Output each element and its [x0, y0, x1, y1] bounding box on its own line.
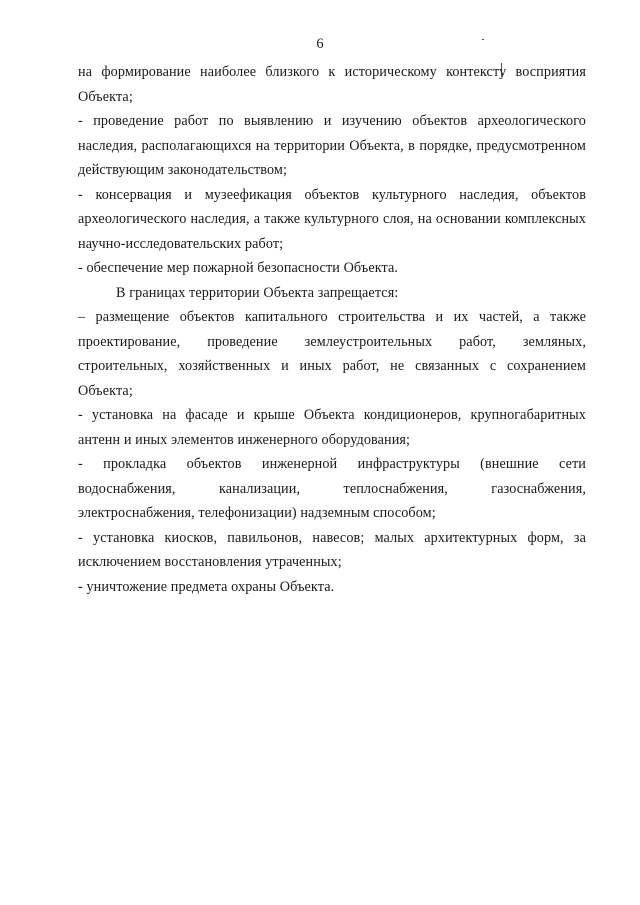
scan-dot	[482, 39, 484, 40]
paragraph-prohibitions-heading: В границах территории Объекта запрещается:	[116, 284, 399, 301]
paragraph-conservation: - консервация и музеефикация объектов культурного наследия, объектов археологического наследия, а также культурного слоя, на основании комплексных научно-исследовательских работ;	[78, 186, 586, 252]
paragraph-protection-subject: - уничтожение предмета охраны Объекта.	[78, 578, 335, 595]
paragraph-facade-equipment: - установка на фасаде и крыше Объекта кондиционеров, крупногабаритных антенн и иных элементов инженерного оборудования;	[78, 407, 586, 448]
document-body	[78, 60, 586, 599]
paragraph-fire-safety: - обеспечение мер пожарной безопасности Объекта.	[78, 260, 399, 276]
paragraph-kiosks: - установка киосков, павильонов, навесов; малых архитектурных форм, за исключением восстановления утраченных;	[78, 529, 586, 570]
paragraph-archaeology-works: - проведение работ по выявлению и изучению объектов археологического наследия, располагающихся на территории Объекта, в порядке, предусмотренном действующим законодательством;	[78, 113, 586, 178]
page-number: 6	[316, 36, 324, 52]
paragraph-capital-construction: – размещение объектов капитального строительства и их частей, а также проектирование, проведение землеустроительных работ, земляных, строительных, хозяйственных и иных работ, не связанных с сохранением Объекта;	[78, 309, 586, 399]
paragraph-infrastructure: - прокладка объектов инженерной инфраструктуры (внешние сети водоснабжения, канализации, теплоснабжения, газоснабжения, электроснабжения, телефонизации) надземным способом;	[78, 456, 586, 521]
paragraph-context-continuation: на формирование наиболее близкого к историческому контексту восприятия Объекта;	[78, 64, 586, 105]
